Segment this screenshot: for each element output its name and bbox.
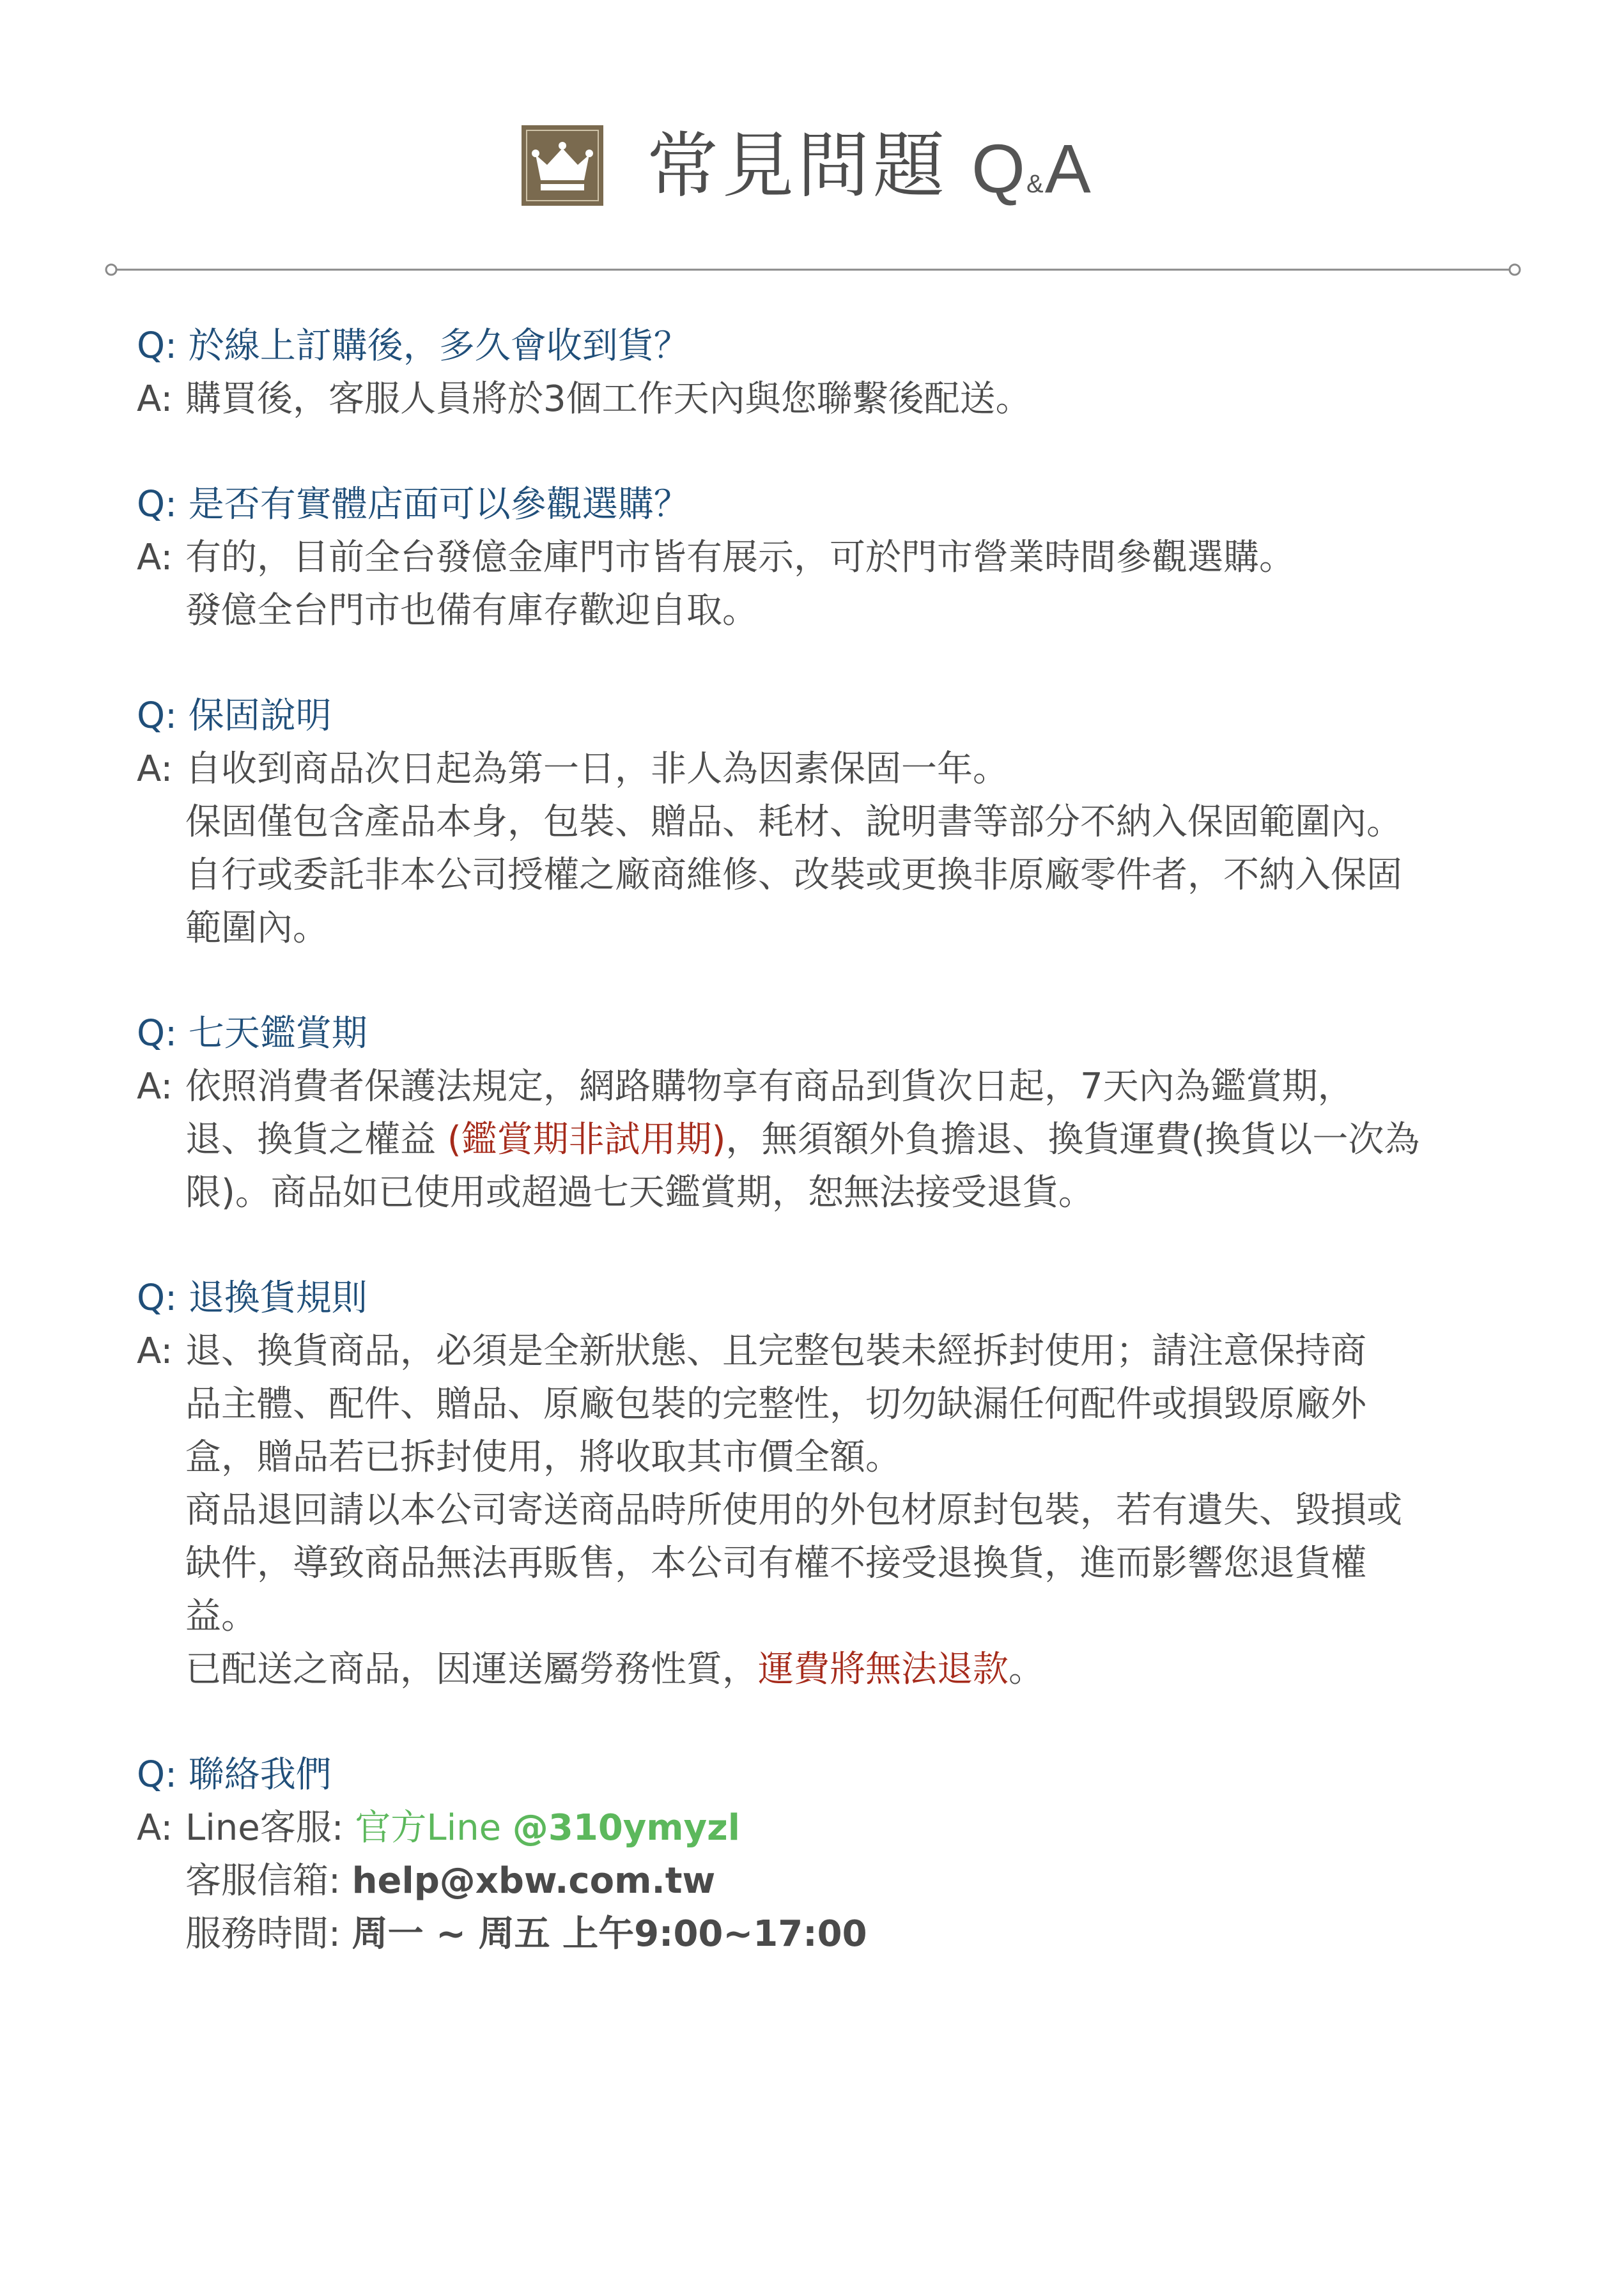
answer-line: 品主體、配件、贈品、原廠包裝的完整性，切勿缺漏任何配件或損毀原廠外 [185, 1383, 1366, 1425]
faq-question: Q: 七天鑑賞期 [137, 1013, 367, 1054]
mail-label: 客服信箱: [185, 1860, 352, 1902]
title-q: Q [971, 130, 1026, 207]
faq-answer [137, 1801, 1511, 1961]
answer-line [137, 1854, 1511, 1907]
highlight-text: (鑑賞期非試用期) [447, 1119, 726, 1160]
answer-line: 自行或委託非本公司授權之廠商維修、改裝或更換非原廠零件者，不納入保固 [185, 854, 1402, 896]
faq-item [137, 1272, 1511, 1696]
highlight-text: 運費將無法退款 [758, 1649, 1009, 1690]
faq-item [137, 1007, 1511, 1219]
title-amp: & [1026, 170, 1044, 198]
answer-line: 缺件，導致商品無法再販售，本公司有權不接受退換貨，進而影響您退貨權 [185, 1543, 1366, 1584]
faq-question: Q: 是否有實體店面可以參觀選購？ [137, 484, 690, 525]
answer-line: 範圍內。 [185, 907, 329, 949]
faq-question: Q: 聯絡我們 [137, 1754, 332, 1796]
faq-item [137, 1748, 1511, 1961]
answer-line: 益。 [185, 1596, 257, 1637]
answer-text: 已配送之商品，因運送屬勞務性質， [185, 1649, 758, 1690]
answer-line [137, 1907, 1511, 1961]
hours-label: 服務時間: [185, 1913, 352, 1955]
answer-prefix: A: [137, 1330, 173, 1372]
hours-value: 周一 ~ 周五 上午9:00~17:00 [352, 1913, 867, 1955]
answer-line: 退、換貨商品，必須是全新狀態、且完整包裝未經拆封使用；請注意保持商 [185, 1330, 1366, 1372]
faq-question: Q: 退換貨規則 [137, 1277, 367, 1319]
answer-line: 購買後，客服人員將於3個工作天內與您聯繫後配送。 [185, 378, 1032, 420]
answer-prefix: A: [137, 537, 173, 578]
answer-line: 依照消費者保護法規定，網路購物享有商品到貨次日起，7天內為鑑賞期， [185, 1066, 1354, 1107]
answer-prefix: A: [137, 1807, 173, 1849]
line-id-link[interactable]: @310ymyzl [512, 1807, 740, 1849]
line-label: Line客服: [185, 1807, 355, 1849]
answer-line: 發億全台門市也備有庫存歡迎自取。 [185, 590, 758, 631]
faq-answer [137, 743, 1511, 955]
faq-answer [137, 373, 1511, 426]
answer-text: ，無須額外負擔退、換貨運費(換貨以一次為 [725, 1119, 1420, 1160]
faq-answer [137, 1060, 1511, 1219]
faq-item [137, 478, 1511, 637]
answer-prefix: A: [137, 1066, 173, 1107]
faq-item [137, 690, 1511, 955]
answer-text: 退、換貨之權益 [185, 1119, 447, 1160]
faq-answer [137, 1325, 1511, 1696]
line-official-link[interactable]: 官方Line [355, 1807, 513, 1849]
faq-header [0, 109, 1624, 224]
faq-item [137, 320, 1511, 426]
crown-icon [522, 125, 603, 206]
page-title: 常見問題 [647, 125, 948, 208]
page-title-qa [971, 118, 1091, 235]
answer-line: 有的，目前全台發億金庫門市皆有展示，可於門市營業時間參觀選購。 [185, 537, 1295, 578]
answer-prefix: A: [137, 748, 173, 790]
answer-line: 商品退回請以本公司寄送商品時所使用的外包材原封包裝，若有遺失、毀損或 [185, 1490, 1402, 1531]
title-a: A [1044, 130, 1091, 207]
answer-line: 自收到商品次日起為第一日，非人為因素保固一年。 [185, 748, 1009, 790]
answer-line [137, 1113, 1511, 1166]
header-divider [105, 262, 1521, 277]
answer-text: 。 [1009, 1649, 1044, 1690]
faq-question: Q: 於線上訂購後，多久會收到貨？ [137, 325, 690, 367]
faq-answer [137, 531, 1511, 637]
answer-line: 限)。商品如已使用或超過七天鑑賞期，恕無法接受退貨。 [185, 1172, 1094, 1213]
answer-line: 盒，贈品若已拆封使用，將收取其市價全額。 [185, 1437, 901, 1478]
email-link[interactable]: help@xbw.com.tw [352, 1860, 716, 1902]
answer-prefix: A: [137, 378, 173, 420]
answer-line: 保固僅包含產品本身，包裝、贈品、耗材、說明書等部分不納入保固範圍內。 [185, 801, 1402, 843]
faq-list [137, 320, 1511, 2013]
faq-question: Q: 保固說明 [137, 695, 332, 737]
answer-line [137, 1643, 1511, 1696]
